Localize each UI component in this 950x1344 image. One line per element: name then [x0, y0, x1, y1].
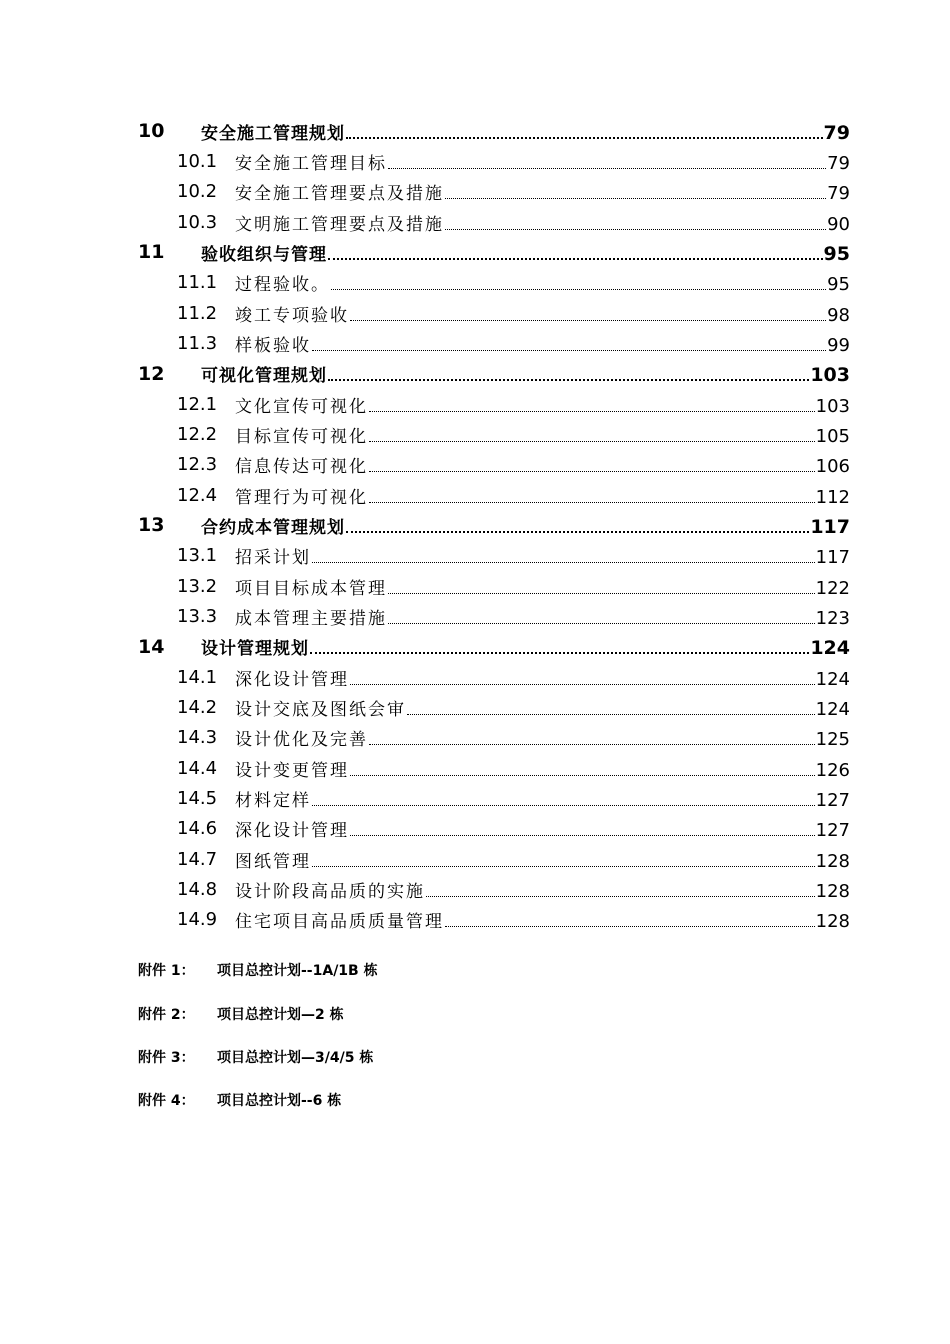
- dot-leader: [369, 470, 815, 472]
- toc-entry-title: 安全施工管理要点及措施: [235, 184, 444, 205]
- toc-entry-title: 可视化管理规划: [201, 366, 327, 387]
- toc-entry-page-number: 128: [815, 880, 850, 902]
- dot-leader: [369, 410, 815, 412]
- toc-entry-number: 12.2: [177, 423, 218, 445]
- dot-leader: [388, 592, 815, 594]
- toc-entry-title: 设计交底及图纸会审: [235, 699, 406, 720]
- toc-entry-title: 竣工专项验收: [235, 305, 349, 326]
- appendix-title: 项目总控计划—3/4/5 栋: [217, 1050, 374, 1066]
- toc-entry-page-number: 124: [810, 637, 850, 660]
- toc-entry-number: 10: [138, 120, 165, 143]
- dot-leader: [388, 167, 826, 169]
- appendix-item[interactable]: [0, 1047, 950, 1067]
- toc-entry-page-number: 90: [827, 213, 850, 235]
- toc-entry-number: 14.3: [177, 727, 218, 749]
- toc-entry-number: 14.5: [177, 787, 218, 809]
- toc-section-entry[interactable]: [0, 328, 850, 358]
- toc-entry-number: 13.1: [177, 545, 218, 567]
- toc-entry-page-number: 79: [827, 152, 850, 174]
- toc-entry-page-number: 99: [827, 334, 850, 356]
- dot-leader: [369, 501, 815, 503]
- toc-entry-title: 安全施工管理目标: [235, 153, 387, 174]
- dot-leader: [312, 804, 815, 806]
- dot-leader: [310, 651, 809, 654]
- dot-leader: [328, 257, 823, 260]
- dot-leader: [328, 378, 809, 381]
- toc-section-entry[interactable]: [0, 844, 850, 874]
- dot-leader: [312, 349, 826, 351]
- appendix-item[interactable]: [0, 960, 950, 980]
- dot-leader: [445, 197, 826, 199]
- dot-leader: [331, 288, 826, 290]
- toc-section-entry[interactable]: [0, 419, 850, 449]
- dot-leader: [369, 743, 815, 745]
- toc-entry-number: 12.3: [177, 454, 218, 476]
- toc-section-entry[interactable]: [0, 601, 850, 631]
- toc-entry-title: 深化设计管理: [235, 821, 349, 842]
- toc-entry-title: 样板验收: [235, 335, 311, 356]
- toc-chapter-entry[interactable]: [0, 116, 850, 146]
- toc-entry-title: 文明施工管理要点及措施: [235, 214, 444, 235]
- dot-leader: [350, 683, 815, 685]
- toc-entry-page-number: 124: [815, 668, 850, 690]
- toc-section-entry[interactable]: [0, 207, 850, 237]
- toc-entry-number: 10.1: [177, 150, 218, 172]
- dot-leader: [369, 440, 815, 442]
- toc-section-entry[interactable]: [0, 450, 850, 480]
- toc-entry-title: 成本管理主要措施: [235, 608, 387, 629]
- toc-entry-title: 设计管理规划: [201, 639, 309, 660]
- toc-entry-title: 安全施工管理规划: [201, 123, 345, 144]
- toc-section-entry[interactable]: [0, 268, 850, 298]
- toc-entry-title: 深化设计管理: [235, 669, 349, 690]
- toc-entry-page-number: 126: [815, 759, 850, 781]
- dot-leader: [350, 319, 826, 321]
- toc-entry-page-number: 117: [815, 547, 850, 569]
- toc-entry-page-number: 127: [815, 820, 850, 842]
- toc-entry-number: 10.2: [177, 181, 218, 203]
- dot-leader: [445, 228, 826, 230]
- toc-chapter-entry[interactable]: [0, 632, 850, 662]
- toc-entry-title: 图纸管理: [235, 851, 311, 872]
- toc-entry-title: 验收组织与管理: [201, 244, 327, 265]
- toc-entry-page-number: 95: [823, 242, 850, 265]
- toc-section-entry[interactable]: [0, 814, 850, 844]
- dot-leader: [346, 136, 823, 139]
- toc-entry-page-number: 128: [815, 911, 850, 933]
- toc-section-entry[interactable]: [0, 874, 850, 904]
- appendix-title: 项目总控计划--1A/1B 栋: [217, 963, 378, 979]
- toc-entry-page-number: 95: [827, 274, 850, 296]
- toc-entry-title: 招采计划: [235, 548, 311, 569]
- toc-entry-title: 住宅项目高品质质量管理: [235, 912, 444, 933]
- toc-entry-page-number: 98: [827, 304, 850, 326]
- toc-entry-number: 12: [138, 362, 165, 385]
- toc-entry-page-number: 79: [823, 121, 850, 144]
- table-of-contents: [0, 116, 950, 935]
- toc-entry-number: 14.8: [177, 878, 218, 900]
- toc-entry-number: 10.3: [177, 211, 218, 233]
- toc-entry-number: 14.9: [177, 909, 218, 931]
- toc-entry-title: 合约成本管理规划: [201, 517, 345, 538]
- toc-section-entry[interactable]: [0, 146, 850, 176]
- toc-entry-page-number: 124: [815, 698, 850, 720]
- toc-entry-title: 设计优化及完善: [235, 730, 368, 751]
- toc-entry-number: 11.1: [177, 272, 218, 294]
- toc-entry-number: 12.4: [177, 484, 218, 506]
- toc-entry-number: 12.1: [177, 393, 218, 415]
- appendix-label: 附件 1：: [138, 963, 195, 979]
- dot-leader: [350, 834, 815, 836]
- toc-entry-title: 文化宣传可视化: [235, 396, 368, 417]
- appendix-label: 附件 4：: [138, 1093, 195, 1109]
- toc-entry-number: 11.3: [177, 332, 218, 354]
- toc-entry-number: 13.3: [177, 605, 218, 627]
- toc-entry-number: 14.6: [177, 818, 218, 840]
- toc-section-entry[interactable]: [0, 905, 850, 935]
- dot-leader: [346, 530, 809, 533]
- toc-entry-number: 11.2: [177, 302, 218, 324]
- toc-section-entry[interactable]: [0, 389, 850, 419]
- toc-entry-number: 14.2: [177, 696, 218, 718]
- toc-entry-number: 11: [138, 241, 165, 264]
- toc-entry-title: 设计变更管理: [235, 760, 349, 781]
- toc-entry-title: 目标宣传可视化: [235, 426, 368, 447]
- dot-leader: [312, 865, 815, 867]
- toc-entry-title: 信息传达可视化: [235, 457, 368, 478]
- appendix-item[interactable]: [0, 1004, 950, 1024]
- toc-entry-number: 14: [138, 635, 165, 658]
- dot-leader: [426, 895, 815, 897]
- toc-entry-page-number: 128: [815, 850, 850, 872]
- toc-chapter-entry[interactable]: [0, 237, 850, 267]
- toc-entry-title: 项目目标成本管理: [235, 578, 387, 599]
- dot-leader: [445, 925, 815, 927]
- toc-entry-page-number: 117: [810, 515, 850, 538]
- toc-entry-title: 管理行为可视化: [235, 487, 368, 508]
- toc-entry-page-number: 127: [815, 789, 850, 811]
- toc-section-entry[interactable]: [0, 662, 850, 692]
- toc-section-entry[interactable]: [0, 723, 850, 753]
- dot-leader: [407, 713, 815, 715]
- toc-entry-number: 13.2: [177, 575, 218, 597]
- toc-entry-number: 13: [138, 514, 165, 537]
- toc-section-entry[interactable]: [0, 692, 850, 722]
- toc-entry-page-number: 105: [815, 425, 850, 447]
- toc-chapter-entry[interactable]: [0, 359, 850, 389]
- dot-leader: [312, 561, 815, 563]
- toc-entry-number: 14.7: [177, 848, 218, 870]
- toc-entry-page-number: 103: [815, 395, 850, 417]
- toc-entry-page-number: 79: [827, 183, 850, 205]
- toc-section-entry[interactable]: [0, 298, 850, 328]
- toc-entry-title: 过程验收。: [235, 275, 330, 296]
- dot-leader: [350, 774, 815, 776]
- toc-entry-page-number: 122: [815, 577, 850, 599]
- toc-section-entry[interactable]: [0, 541, 850, 571]
- toc-section-entry[interactable]: [0, 480, 850, 510]
- appendix-title: 项目总控计划—2 栋: [217, 1007, 344, 1023]
- toc-entry-page-number: 103: [810, 364, 850, 387]
- dot-leader: [388, 622, 815, 624]
- appendix-label: 附件 2：: [138, 1007, 195, 1023]
- toc-entry-page-number: 123: [815, 607, 850, 629]
- toc-entry-title: 设计阶段高品质的实施: [235, 881, 425, 902]
- appendix-label: 附件 3：: [138, 1050, 195, 1066]
- toc-section-entry[interactable]: [0, 571, 850, 601]
- toc-entry-number: 14.1: [177, 666, 218, 688]
- appendix-title: 项目总控计划--6 栋: [217, 1093, 342, 1109]
- toc-entry-page-number: 112: [815, 486, 850, 508]
- toc-chapter-entry[interactable]: [0, 510, 850, 540]
- toc-entry-number: 14.4: [177, 757, 218, 779]
- appendix-item[interactable]: [0, 1090, 950, 1110]
- toc-entry-page-number: 106: [815, 456, 850, 478]
- toc-entry-page-number: 125: [815, 729, 850, 751]
- toc-section-entry[interactable]: [0, 753, 850, 783]
- toc-section-entry[interactable]: [0, 177, 850, 207]
- toc-section-entry[interactable]: [0, 783, 850, 813]
- toc-entry-title: 材料定样: [235, 790, 311, 811]
